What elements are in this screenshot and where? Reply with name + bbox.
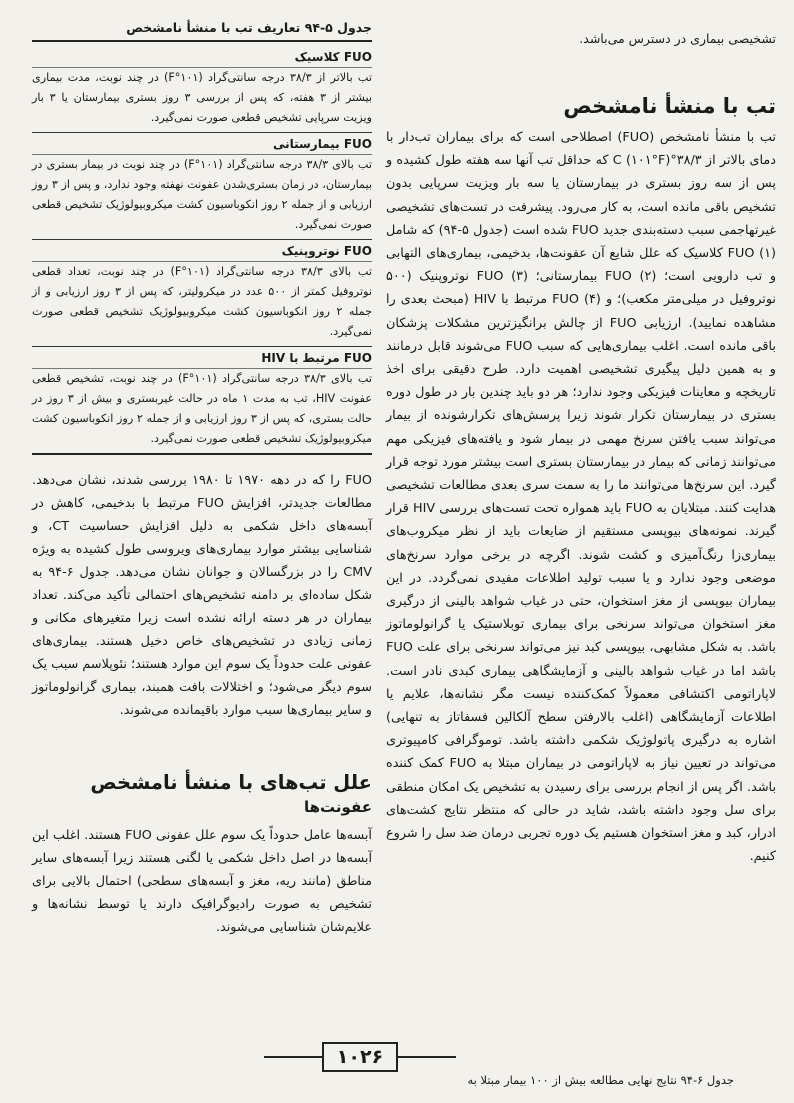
causes-title: علل تب‌های با منشأ نامشخص <box>90 771 372 794</box>
fuo-definitions-table <box>32 46 372 455</box>
table-section-hiv <box>32 346 372 453</box>
page-number: ۱۰۲۶ <box>322 1042 398 1072</box>
top-line-text: تشخیصی بیماری در دسترس می‌باشد. <box>579 31 776 46</box>
table-section-text: تب بالای ۳۸/۳ درجه سانتی‌گراد (۱۰۱°F) در چند نوبت، تعداد قطعی نوتروفیل کمتر از ۵۰۰ عدد در میکرولیتر، که پس از ۳ روز ارزیابی و از جمله ۲ روز انکوباسیون کشت میکروبیولوژیک تشخیص قطعی صورت نمی‌گیرد. <box>32 265 372 338</box>
table-section-heading: FUO نوتروپنیک <box>32 242 372 262</box>
left-column <box>32 18 372 939</box>
table-section-nosocomial <box>32 132 372 239</box>
fuo-studies-paragraph: FUO را که در دهه ۱۹۷۰ تا ۱۹۸۰ بررسی شدند، نشان می‌دهد. مطالعات جدیدتر، افزایش FUO مرتبط با بدخیمی، کاهش در آبسه‌های داخل شکمی به دلیل افزایش حساسیت CT، و شناسایی بیشتر موارد بیماری‌های ویروسی طول کشیده به ویژه CMV را در بزرگسالان و جوانان نشان می‌دهد. جدول ۶-۹۴ به شکل ساده‌ای بر دامنه تشخیص‌های احتمالی تأکید می‌کند. تعداد بیماران در هر دسته ارائه نشده است زیرا متغیرهای مکانی و زمانی زیادی در تشخیص‌های خاص دخیل هستند. بیماری‌های عفونی علت حدوداً یک سوم این موارد هستند؛ نئوپلاسم سبب یک سوم دیگر می‌شود؛ و اختلالات بافت همبند، بیماری گرانولوماتوز و سایر بیماری‌ها سبب موارد باقیمانده می‌شوند. <box>32 473 372 718</box>
table-title: جدول ۵-۹۴ تعاریف تب با منشأ نامشخص <box>32 18 372 42</box>
table-section-heading: FUO بیمارستانی <box>32 135 372 155</box>
table-caption-footer: جدول ۶-۹۴ نتایج نهایی مطالعه بیش از ۱۰۰ بیمار مبتلا به <box>467 1073 734 1087</box>
table-section-text: تب بالای ۳۸/۳ درجه سانتی‌گراد (۱۰۱°F) در چند نوبت، تشخیص قطعی عفونت HIV، تب به مدت ۱ ماه در حالت غیربستری و بیش از ۳ روز در حالت بستری، که پس از ۳ روز ارزیابی و از جمله ۲ روز انکوباسیون کشت میکروبیولوژیک تشخیص قطعی صورت نمی‌گیرد. <box>32 372 372 445</box>
table-section-neutropenic <box>32 239 372 346</box>
fuo-definition-paragraph: تب با منشأ نامشخص (FUO) اصطلاحی است که برای بیماران تب‌دار با دمای بالاتر از ۳۸/۳°C (۱۰۱°F) که حداقل تب آنها سه هفته طول کشیده و پس از سه روز بستری در بیمارستان یا سه بار ویزیت سرپایی بدون تشخیص باقی مانده است، به کار می‌رود. پیشرفت در تست‌های تشخیصی غیرتهاجمی سبب دسته‌بندی جدید FUO شده است (جدول ۵-۹۴) که شامل (۱) FUO کلاسیک که علل شایع آن عفونت‌ها، بدخیمی، بیماری‌های التهابی و تب دارویی است؛ (۲) FUO بیمارستانی؛ (۳) FUO نوتروپنیک (۵۰۰ نوتروفیل در میلی‌متر مکعب)؛ و (۴) FUO مرتبط با HIV (مبحث بعدی را مشاهده نمایید). ارزیابی FUO از چالش برانگیزترین مشکلات پزشکان باقی مانده است. اغلب بیماری‌هایی که سبب FUO می‌شوند قابل درمانند و به همین دلیل پیگیری تشخیصی اهمیت دارد. طرح دقیقی برای اخذ تاریخچه و معاینات فیزیکی وجود ندارد؛ هر دو باید چندین بار در طول دوره بستری در بیمارستان تکرار شوند زیرا پرسش‌های تکرارشونده از بیمار می‌تواند سبب یافتن سرنخ مهمی در بیمار شود و یافته‌های فیزیکی مهم می‌توانند زمانی که بیمار در بیمارستان بستری است بیشتر مورد توجه قرار گیرد. این سرنخ‌ها می‌توانند ما را به سمت سری بعدی مطالعات تشخیصی هدایت کنند. مبتلایان به FUO باید همواره تحت تست‌های بررسی HIV قرار گیرند. نمونه‌های بیوپسی مستقیم از ضایعات باید از نظر میکروب‌های بیماری‌زا رنگ‌آمیزی و کشت شوند. اگرچه در برخی موارد سرنخ‌های موضعی وجود ندارد و یا سبب تولید اطلاعات مفیدی نمی‌گردد. در این بیماران بیوپسی از مغز استخوان، حتی در غیاب شواهد بالینی از درگیری مغز استخوان می‌تواند سرنخی برای بیماری توبلاستیک یا گرانولوماتوز باشد. به شکل مشابهی، بیوپسی کبد نیز می‌تواند سرنخی برای علت FUO باشد اما در غیاب شواهد بالینی و آزمایشگاهی بیماری کبدی نادر است. لاپاراتومی اکتشافی معمولاً کمک‌کننده نیست مگر نشانه‌ها، علایم یا اطلاعات آزمایشگاهی (اغلب بالارفتن سطح آلکالین فسفاتاز به تنهایی) اشاره به درگیری پاتولوژیک شکمی داشته باشد. توموگرافی کامپیوتری می‌تواند در تعیین نیاز به لاپاراتومی در بیماران مبتلا به FUO کمک کننده باشد. اگر پس از انجام بررسی برای رسیدن به تشخیص یک امکان منطقی برای سل وجود داشته باشد، شاید در حالی که منتظر نتایج کشت‌های ادرار، کبد و مغز استخوان هستیم یک دوره تجربی درمان ضد سل را شروع کنیم. <box>386 130 777 865</box>
table-section-heading: FUO مرتبط با HIV <box>32 349 372 369</box>
table-section-text: تب بالاتر از ۳۸/۳ درجه سانتی‌گراد (۱۰۱°F) در چند نوبت، مدت بیماری بیشتر از ۳ هفته، که پس از بررسی ۳ روز بستری بیمارستان یا ۳ بار ویزیت سرپایی تشخیص قطعی صورت نمی‌گیرد. <box>32 71 372 124</box>
right-column <box>386 30 776 869</box>
table-section-classic <box>32 46 372 132</box>
table-section-heading: FUO کلاسیک <box>32 48 372 68</box>
section-title: تب با منشأ نامشخص <box>563 94 776 118</box>
infections-subtitle: عفونت‌ها <box>304 798 372 816</box>
table-section-text: تب بالای ۳۸/۳ درجه سانتی‌گراد (۱۰۱°F) در چند نوبت در بیمار بستری در بیمارستان، در زمان بستری‌شدن عفونت نهفته وجود ندارد، و پس از ۳ روز ارزیابی و از جمله ۲ روز انکوباسیون کشت میکروبیولوژیک تشخیص قطعی صورت نمی‌گیرد. <box>32 158 372 231</box>
infections-paragraph: آبسه‌ها عامل حدوداً یک سوم علل عفونی FUO هستند. اغلب این آبسه‌ها در اصل داخل شکمی یا لگنی هستند زیرا آبسه‌های سایر مناطق (مانند ریه، مغز و آبسه‌های سطحی) احتمال بالایی برای تشخیص به صورت رادیوگرافیک دارند یا توسط نشانه‌ها و علایم‌شان شناسایی می‌شوند. <box>32 828 372 935</box>
